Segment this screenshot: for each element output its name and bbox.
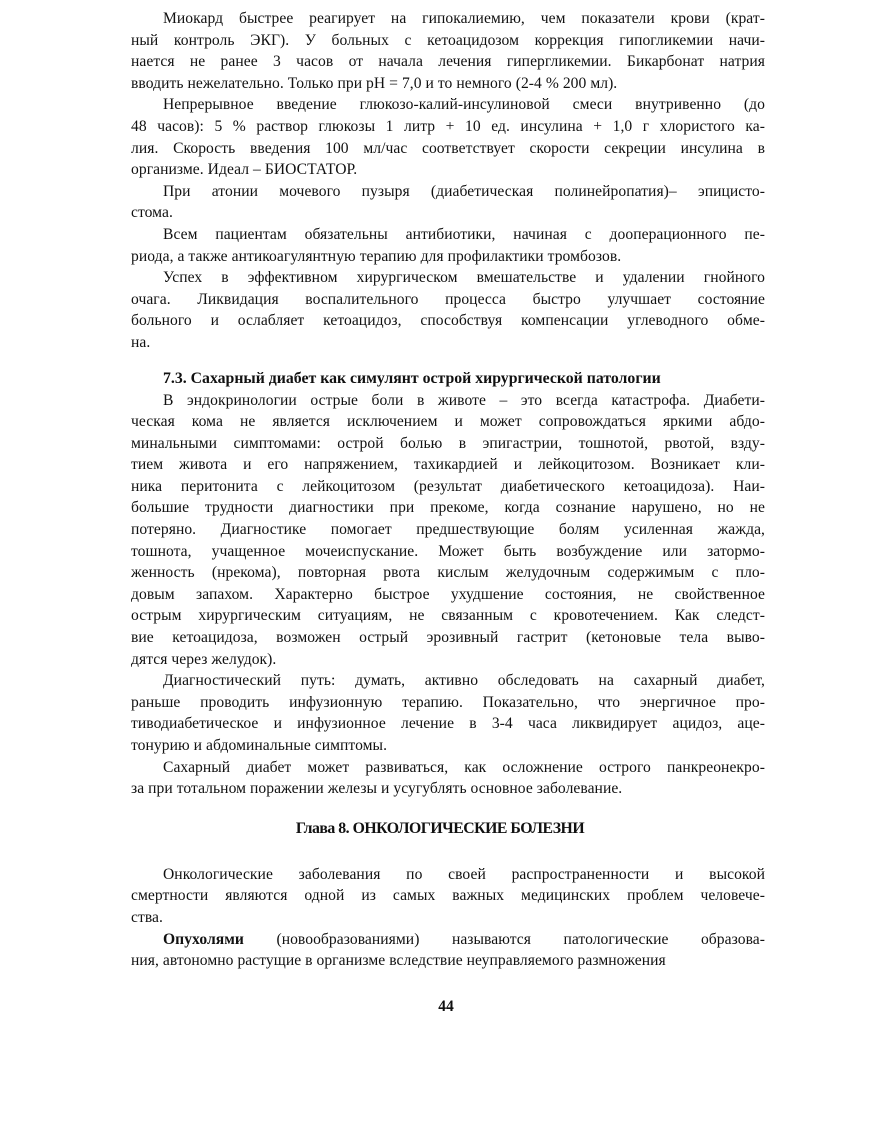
paragraph (131, 757, 765, 800)
page-number: 44 (438, 998, 454, 1015)
text-line: ника перитонита с лейкоцитозом (результат диабетического кетоацидоза). Наи- (131, 477, 765, 495)
text-line: 48 часов): 5 % раствор глюкозы 1 литр + 10 ед. инсулина + 1,0 г хлористого ка- (131, 117, 765, 135)
paragraphs-middle (131, 390, 765, 800)
text-line: довым запахом. Характерно быстрое ухудшение состояния, не свойственное (131, 585, 765, 603)
text-line: ческая кома не является исключением и может сопровождаться яркими абдо- (131, 413, 765, 431)
text-line: стома. (131, 204, 173, 222)
text-line: Онкологические заболевания по своей распространенности и высокой (163, 865, 765, 883)
text-line: ный контроль ЭКГ). У больных с кетоацидозом коррекция гипогликемии начи- (131, 31, 765, 49)
text-run: (новообразованиями) называются патологические образова- (243, 930, 765, 948)
text-line: минальными симптомами: острой болью в эпигастрии, тошнотой, рвотой, взду- (131, 434, 765, 452)
text-line: Миокард быстрее реагирует на гипокалиемию, чем показатели крови (крат- (163, 10, 765, 27)
paragraph (131, 864, 765, 929)
text-line: женность (нрекома), повторная рвота кислым желудочным содержимым с пло- (131, 564, 765, 582)
text-line: риода, а также антикоагулянтную терапию для профилактики тромбозов. (131, 247, 622, 265)
paragraph (131, 94, 765, 180)
paragraph (131, 390, 765, 671)
text-line: лия. Скорость введения 100 мл/час соответствует скорости секреции инсулина в (131, 139, 765, 157)
text-line: больного и ослабляет кетоацидоз, способствуя компенсации углеводного обме- (131, 312, 765, 330)
text-line: очага. Ликвидация воспалительного процесса быстро улучшает состояние (131, 290, 765, 308)
text-line: ния, автономно растущие в организме вследствие неуправляемого размножения (131, 952, 666, 970)
text-line: ства. (131, 908, 163, 926)
text-line: тиводиабетическое и инфузионное лечение в 3-4 часа ликвидирует ацидоз, аце- (131, 715, 765, 733)
paragraphs-top (131, 8, 765, 354)
text-line: раньше проводить инфузионную терапию. Показательно, что энергичное про- (131, 693, 765, 711)
text-line: тием живота и его напряжением, тахикардией и лейкоцитозом. Возникает кли- (131, 456, 765, 474)
chapter-title: Глава 8. ОНКОЛОГИЧЕСКИЕ БОЛЕЗНИ (295, 819, 585, 837)
paragraph (131, 181, 765, 224)
text-line: Успех в эффективном хирургическом вмешательстве и удалении гнойного (163, 269, 765, 287)
text-line: большие трудности диагностики при прекоме, когда сознание нарушено, но не (131, 499, 765, 517)
text-line: нается не ранее 3 часов от начала лечения гипергликемии. Бикарбонат натрия (131, 53, 765, 71)
paragraph (131, 267, 765, 353)
section-heading: 7.3. Сахарный диабет как симулянт острой хирургической патологии (163, 369, 661, 387)
text-line: Диагностический путь: думать, активно обследовать на сахарный диабет, (163, 672, 765, 690)
text-line (131, 929, 765, 951)
text-line: Всем пациентам обязательны антибиотики, начиная с дооперационного пе- (163, 225, 765, 243)
paragraph (131, 8, 765, 94)
text-line: При атонии мочевого пузыря (диабетическая полинейропатия)– эпицисто- (163, 182, 765, 200)
text-line: острым хирургическим ситуациям, не связанным с кровотечением. Как следст- (131, 607, 765, 625)
text-line: потеряно. Диагностике помогает предшествующие болям усиленная жажда, (131, 521, 765, 539)
paragraph (131, 929, 765, 972)
bold-term: Опухолями (163, 930, 244, 948)
text-line: на. (131, 333, 151, 351)
paragraph (131, 224, 765, 267)
text-line: В эндокринологии острые боли в животе – это всегда катастрофа. Диабети- (163, 391, 765, 409)
text-line: тонурию и абдоминальные симптомы. (131, 737, 388, 754)
text-line: дятся через желудок). (131, 650, 277, 668)
text-line: вие кетоацидоза, возможен острый эрозивный гастрит (кетоновые тела выво- (131, 629, 765, 647)
text-line: вводить нежелательно. Только при рН = 7,0 и то немного (2-4 % 200 мл). (131, 74, 618, 92)
text-line: за при тотальном поражении железы и усугублять основное заболевание. (131, 780, 623, 798)
paragraph (131, 670, 765, 756)
text-line: смертности являются одной из самых важных медицинских проблем человече- (131, 887, 765, 905)
text-line: тошнота, учащенное мочеиспускание. Может быть возбуждение или затормо- (131, 542, 765, 560)
book-page (131, 8, 765, 972)
text-line: организме. Идеал – БИОСТАТОР. (131, 161, 358, 179)
text-line: Непрерывное введение глюкозо-калий-инсулиновой смеси внутривенно (до (163, 96, 765, 114)
text-line: Сахарный диабет может развиваться, как осложнение острого панкреонекро- (163, 758, 765, 776)
paragraphs-bottom (131, 864, 765, 972)
